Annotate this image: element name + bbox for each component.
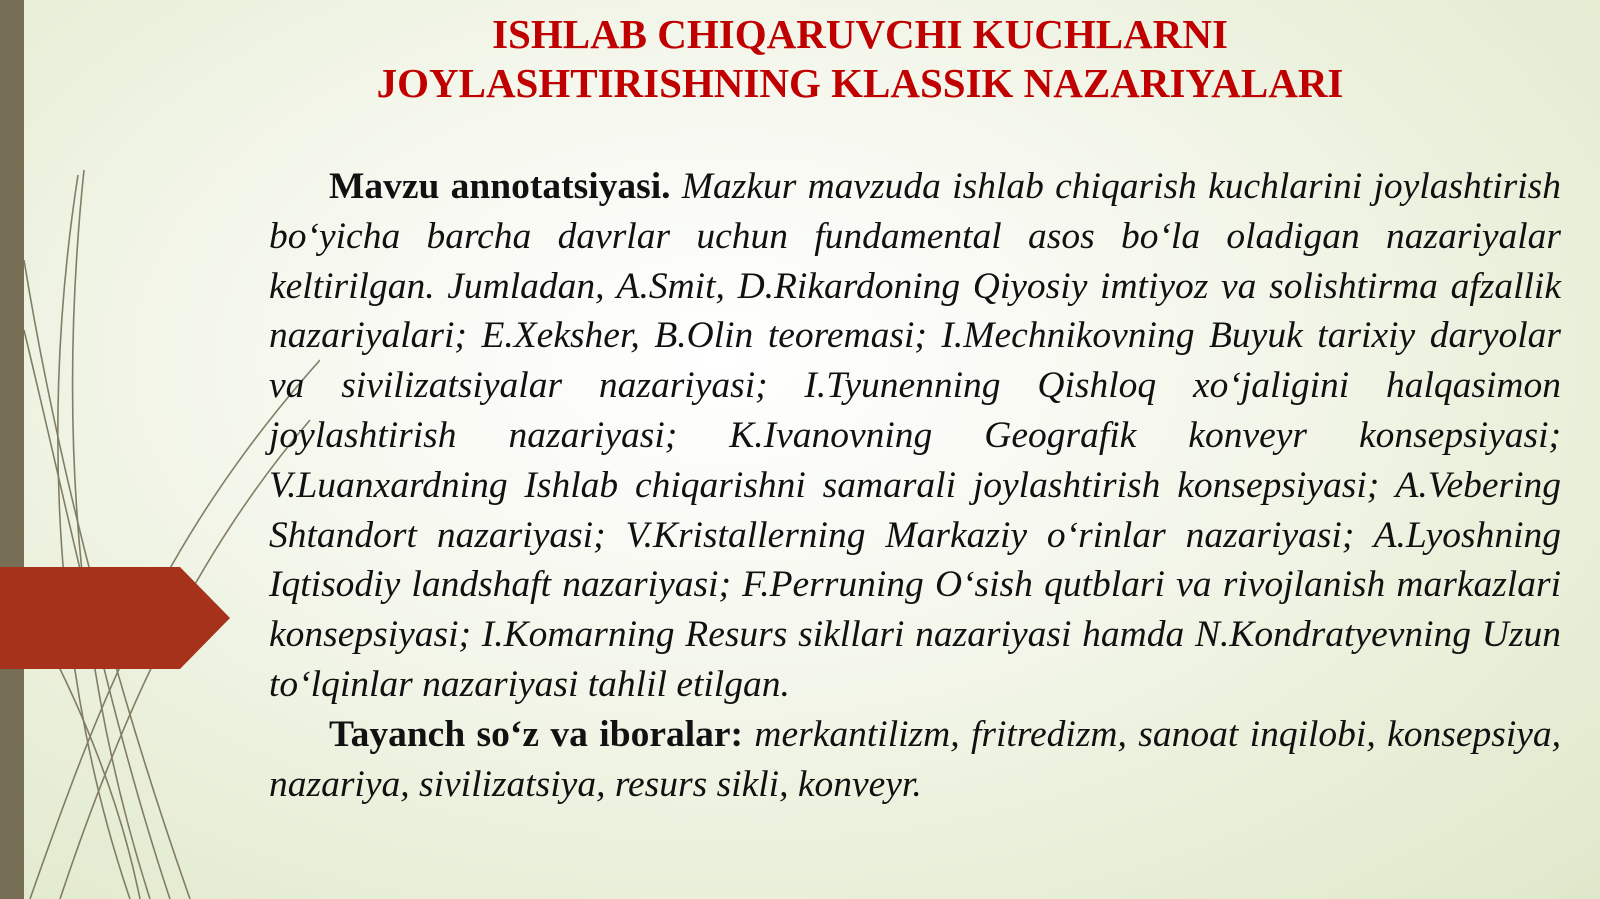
keywords-lead: Tayanch so‘z va iboralar: [329,713,744,755]
keywords-text: merkantilizm, fritredizm, sanoat inqilobi, konsepsiya, nazariya, sivilizatsiya, resurs sikli, konveyr. [269,713,1562,805]
slide-title [240,10,1480,108]
arrow-tab [0,567,230,669]
keywords-paragraph [269,710,1561,810]
annotation-text: Mazkur mavzuda ishlab chiqarish kuchlarini joylashtirish bo‘yicha barcha davrlar uchun fundamental asos bo‘la oladigan nazariyalar keltirilgan. Jumladan, A.Smit, D.Rikardoning Qiyosiy imtiyoz va solishtirma afzallik nazariyalari; E.Xeksher, B.Olin teoremasi; I.Mechnikovning Buyuk tarixiy daryolar va sivilizatsiyalar nazariyasi; I.Tyunenning Qishloq xo‘jaligini halqasimon joylashtirish nazariyasi; K.Ivanovning Geografik konveyr konsepsiyasi; V.Luanxardning Ishlab chiqarishni samarali joylashtirish konsepsiyasi; A.Vebering Shtandort nazariyasi; V.Kristallerning Markaziy o‘rinlar nazariyasi; A.Lyoshning Iqtisodiy landshaft nazariyasi; F.Perruning O‘sish qutblari va rivojlanish markazlari konsepsiyasi; I.Komarning Resurs sikllari nazariyasi hamda N.Kondratyevning Uzun to‘lqinlar nazariyasi tahlil etilgan. [269,166,1561,705]
annotation-paragraph [269,162,1561,710]
annotation-lead: Mavzu annotatsiyasi. [329,166,671,207]
title-line-2: JOYLASHTIRISHNING KLASSIK NAZARIYALARI [376,60,1344,106]
slide-body [269,162,1561,809]
title-line-1: ISHLAB CHIQARUVCHI KUCHLARNI [492,11,1228,57]
